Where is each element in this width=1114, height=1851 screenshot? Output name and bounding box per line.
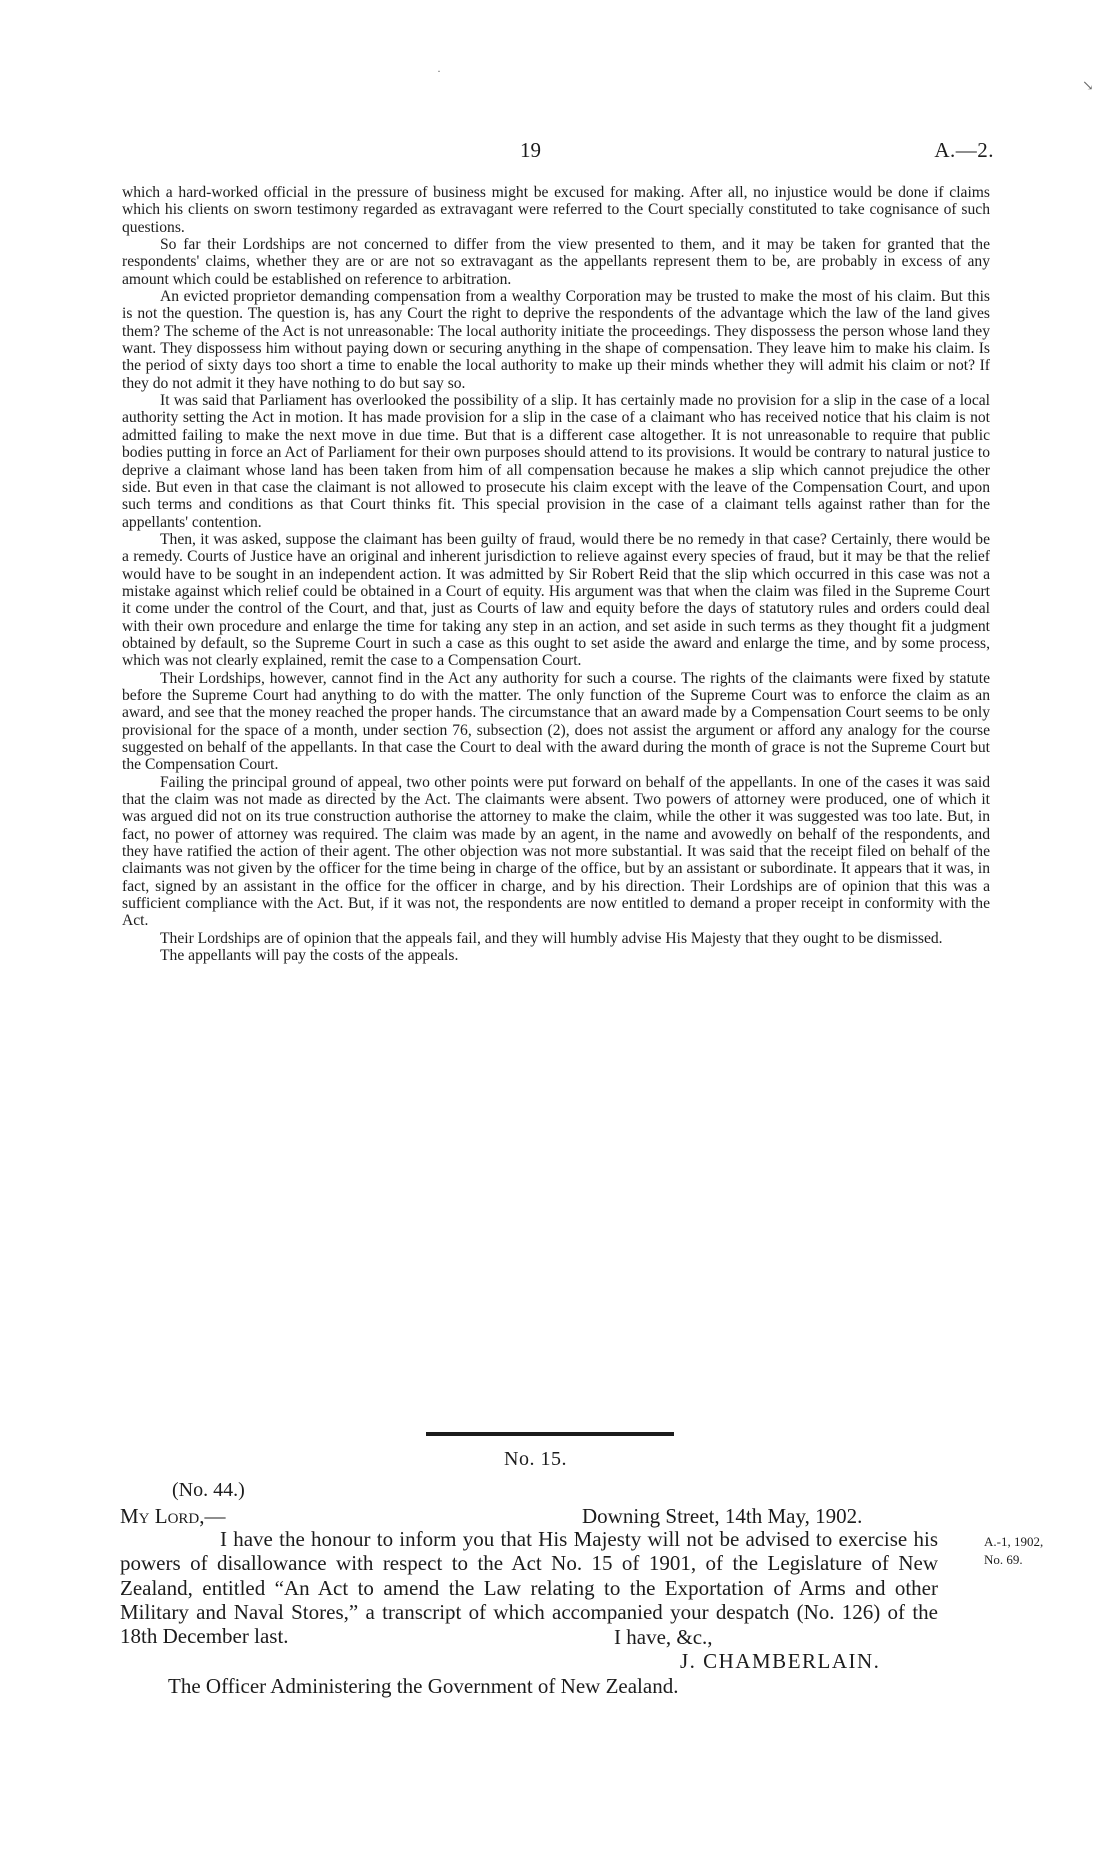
paragraph: So far their Lordships are not concerned to differ from the view presented to them, and it may be taken for granted that the respondents' claims, whether they are or are not so extravagant as the appellants represent them to be, are probably in excess of any amount which could be established on reference to arbitration. bbox=[122, 236, 990, 288]
salutation: My Lord,— bbox=[120, 1504, 226, 1528]
margin-note-line: A.-1, 1902, bbox=[984, 1534, 1044, 1549]
closing: I have, &c., bbox=[614, 1625, 713, 1649]
corner-mark: ↘ bbox=[1082, 79, 1094, 94]
margin-note bbox=[984, 1533, 1100, 1569]
section-divider bbox=[426, 1432, 674, 1436]
paragraph: An evicted proprietor demanding compensation from a wealthy Corporation may be trusted to make the most of his claim. But this is not the question. The question is, has any Court the right to deprive the respondents of the advantage which the law of the land gives them? The scheme of the Act is not unreasonable: The local authority initiate the proceedings. They dispossess the person whose land they want. They dispossess him without paying down or securing anything in the shape of compensation. They leave him to make his claim. Is the period of sixty days too short a time to enable the local authority to make up their minds whether they will admit his claim or not? If they do not admit it they have nothing to do but say so. bbox=[122, 288, 990, 392]
letter-paragraph: I have the honour to inform you that His Majesty will not be advised to exercise his powers of disallowance with respect to the Act No. 15 of 1901, of the Legislature of New Zealand, entitled “An Act to amend the Law relating to the Exportation of Arms and other Military and Naval Stores,” a transcript of which accompanied your despatch (No. 126) of the 18th December last. bbox=[120, 1527, 938, 1649]
page-header bbox=[0, 138, 1114, 164]
letter-reference: (No. 44.) bbox=[172, 1479, 245, 1501]
addressee: The Officer Administering the Government of New Zealand. bbox=[168, 1674, 679, 1698]
paragraph: Their Lordships, however, cannot find in the Act any authority for such a course. The rights of the claimants were fixed by statute before the Supreme Court had anything to do with the matter. The only function of the Supreme Court was to enforce the claim as an award, and see that the money reached the proper hands. The circumstance that an award made by a Compensation Court seems to be only provisional for the space of a month, under section 76, subsection (2), does not assist the argument or afford any analogy for the course suggested on behalf of the appellants. In that case the Court to deal with the award during the month of grace is not the Supreme Court but the Compensation Court. bbox=[122, 669, 990, 774]
scan-speck: · bbox=[437, 64, 441, 78]
margin-note-line: No. 69. bbox=[984, 1552, 1023, 1567]
letter-body bbox=[120, 1527, 938, 1648]
document-reference: A.—2. bbox=[934, 138, 994, 162]
signature: J. CHAMBERLAIN. bbox=[680, 1649, 881, 1673]
paragraph: Then, it was asked, suppose the claimant has been guilty of fraud, would there be no remedy in that case? Certainly, there would be a remedy. Courts of Justice have an original and inherent jurisdiction to relieve against every species of fraud, but it may be that the relief would have to be sought in an independent action. It was admitted by Sir Robert Reid that the slip which occurred in this case was not a mistake against which relief could be obtained in a Court of equity. His argument was that when the claim was filed in the Supreme Court it come under the control of the Court, and that, just as Courts of law and equity before the days of statutory rules and orders could deal with their own procedure and enlarge the time for taking any step in an action, and set aside in such terms as they thought fit a judgment obtained by default, so the Supreme Court in such a case as this ought to set aside the award and enlarge the time, and by some process, which was not clearly explained, remit the case to a Compensation Court. bbox=[122, 530, 990, 670]
dateline: Downing Street, 14th May, 1902. bbox=[582, 1504, 863, 1528]
paragraph: The appellants will pay the costs of the appeals. bbox=[160, 947, 459, 965]
paragraph: which a hard-worked official in the pressure of business might be excused for making. After all, no injustice would be done if claims which his clients on sworn testimony regarded as extravagant were referred to the Court specially constituted to take cognisance of such questions. bbox=[122, 184, 990, 236]
despatch-number: No. 15. bbox=[504, 1448, 567, 1470]
paragraph: Failing the principal ground of appeal, two other points were put forward on behalf of the appellants. In one of the cases it was said that the claim was not made as directed by the Act. The claimants were absent. Two powers of attorney were produced, one of which it was argued did not on its true construction authorise the attorney to make the claim, while the other it was suggested was too late. But, in fact, no power of attorney was required. The claim was made by an agent, in the name and avowedly on behalf of the respondents, and they have ratified the action of their agent. The other objection was not more substantial. It was said that the receipt filed on behalf of the claimants was not given by the officer for the time being in charge of the office, but by an assistant or subordinate. It appears that it was, in fact, signed by an assistant in the office for the officer in charge, and by his direction. Their Lordships are of opinion that this was a sufficient compliance with the Act. But, if it was not, the respondents are now entitled to demand a proper receipt in conformity with the Act. bbox=[122, 773, 990, 930]
judgment-text bbox=[122, 184, 990, 964]
paragraph: Their Lordships are of opinion that the appeals fail, and they will humbly advise His Majesty that they ought to be dismissed. bbox=[160, 929, 943, 947]
page-number: 19 bbox=[520, 138, 541, 162]
paragraph: It was said that Parliament has overlooked the possibility of a slip. It has certainly made no provision for a slip in the case of a local authority setting the Act in motion. It has made provision for a slip in the case of a claimant who has received notice that his claim is not admitted failing to make the next move in due time. But that is a different case altogether. It is not unreasonable to require that public bodies putting in force an Act of Parliament for their own purposes should attend to its provisions. It would be contrary to natural justice to deprive a claimant whose land has been taken from him of all compensation because he makes a slip which cannot prejudice the other side. But even in that case the claimant is not allowed to prosecute his claim except with the leave of the Compensation Court, and upon such terms and conditions as that Court thinks fit. This special provision in the case of a claimant tells against rather than for the appellants' contention. bbox=[122, 392, 990, 531]
